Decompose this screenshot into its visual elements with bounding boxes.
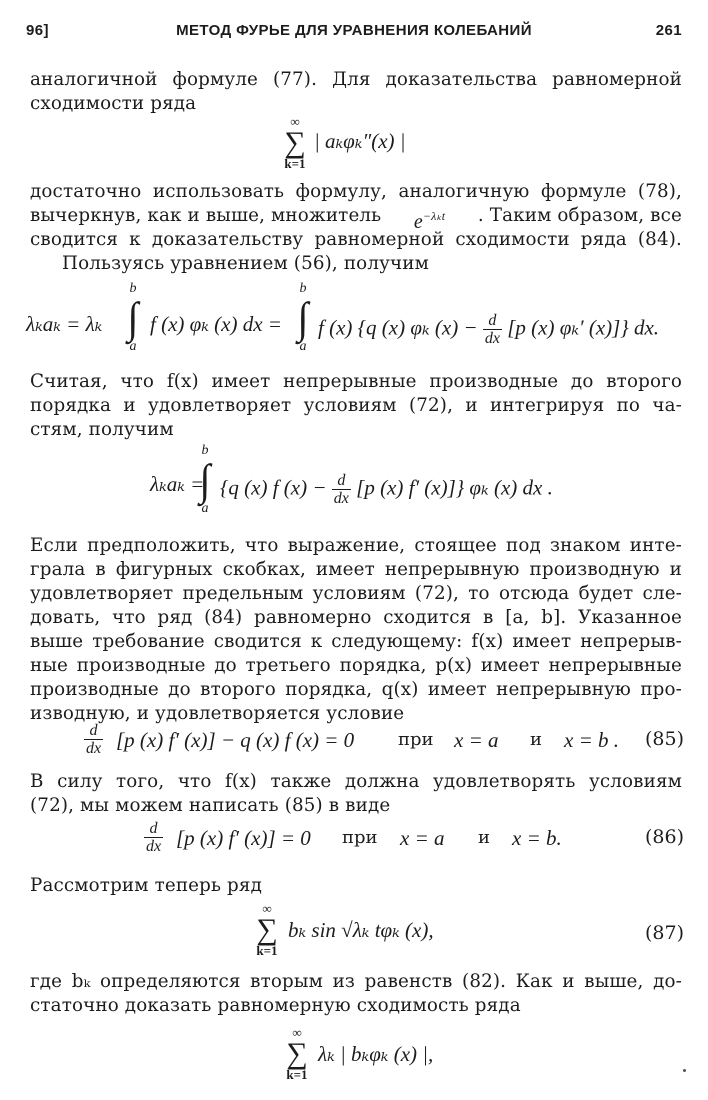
series-formula-1 [282, 115, 432, 171]
equation-number-85: (85) [644, 728, 684, 750]
text-line: Рассмотрим теперь ряд [30, 875, 262, 896]
section-number: 96] [26, 22, 49, 39]
text-line: достаточно использовать формулу, аналогичную формуле (78), [30, 181, 682, 202]
text-line: довать, что ряд (84) равномерно сходится в [a, b]. Указанное [30, 607, 682, 628]
text-line: ные производные до третьего порядка, p(x) имеет непрерывные [30, 655, 682, 676]
text-line: выше требование сводится к следующему: f(x) имеет непрерыв- [30, 631, 682, 652]
condition-a: x = a [454, 728, 499, 752]
print-speck [683, 1069, 686, 1072]
text-line: сводится к доказательству равномерной сходимости ряда (84). [30, 229, 682, 250]
derivative-fraction: $\frac{d}{dx}$ [484, 312, 500, 347]
integral-sign: b ∫ a [199, 443, 211, 516]
text-line: стям, получим [30, 419, 174, 440]
condition-a: x = a [400, 826, 445, 850]
text-fragment: вычеркнув, как и выше, множитель [30, 205, 382, 226]
text-line: статочно доказать равномерную сходимость ряда [30, 995, 521, 1016]
integral-formula-1 [26, 282, 686, 362]
derivative-fraction: $\frac{d}{dx}$ [86, 722, 102, 757]
series-term: bₖ sin √λₖ tφₖ (x), [288, 918, 434, 942]
sum-sign: ∞ ∑ k=1 [286, 1025, 308, 1082]
text-line: Пользуясь уравнением (56), получим [62, 253, 429, 274]
formula-integrand: {q (x) f (x) − $\frac{d}{dx}$ [p (x) f′ (x)]} φₖ (x) dx . [220, 472, 553, 507]
text-line: (72), мы можем написать (85) в виде [30, 795, 391, 816]
condition-b: x = b . [564, 728, 619, 752]
text-line: где bₖ определяются вторым из равенств (82). Как и выше, до- [30, 971, 682, 992]
equation-number-86: (86) [644, 826, 684, 848]
integral-sign: b ∫ a [127, 281, 139, 354]
word-i: и [478, 827, 490, 848]
series-term: | aₖφₖ″(x) | [314, 129, 406, 153]
text-line: изводную, и удовлетворяется условие [30, 703, 405, 724]
text-line: Если предположить, что выражение, стоящее под знаком инте- [30, 535, 682, 556]
text-line: порядка и удовлетворяет условиям (72), и интегрируя по ча- [30, 395, 682, 416]
word-pri: при [398, 729, 434, 750]
condition-b: x = b. [512, 826, 562, 850]
text-line: В силу того, что f(x) также должна удовлетворять условиям [30, 771, 682, 792]
equation-number-87: (87) [644, 922, 684, 944]
series-term: λₖ | bₖφₖ (x) |, [318, 1042, 434, 1066]
exponential-factor: $e^{-\lambda_kt}$ [413, 209, 446, 233]
sum-sign: ∞ ∑ k=1 [284, 114, 306, 171]
text-line: сходимости ряда [30, 93, 197, 114]
derivative-fraction: $\frac{d}{dx}$ [333, 472, 349, 507]
text-fragment: . Таким образом, все [477, 205, 682, 226]
text-line: аналогичной формуле (77). Для доказательства равномерной [30, 69, 682, 90]
page-number: 261 [655, 22, 682, 39]
series-formula-87 [254, 902, 514, 958]
text-line: производные до второго порядка, q(x) имеет непрерывную про- [30, 679, 682, 700]
series-formula-final [284, 1026, 474, 1082]
formula-lhs: λₖaₖ = λₖ [26, 312, 103, 336]
text-line: грала в фигурных скобках, имеет непрерывную производную и [30, 559, 682, 580]
boundary-condition-85 [84, 720, 619, 764]
formula-integrand: f (x) {q (x) φₖ (x) − $\frac{d}{dx}$ [p (x) φₖ′ (x)]} dx. [318, 312, 660, 347]
integral-sign: b ∫ a [297, 281, 309, 354]
formula-lhs: λₖaₖ = [150, 472, 205, 496]
text-line: Считая, что f(x) имеет непрерывные производные до второго [30, 371, 682, 392]
derivative-fraction: $\frac{d}{dx}$ [146, 820, 162, 855]
integral-formula-2 [150, 444, 610, 520]
sum-sign: ∞ ∑ k=1 [256, 901, 278, 958]
condition-expression: [p (x) f′ (x)] = 0 [176, 826, 311, 850]
formula-mid: f (x) φₖ (x) dx = [150, 312, 282, 336]
running-header [26, 22, 682, 46]
word-pri: при [342, 827, 378, 848]
condition-expression: [p (x) f′ (x)] − q (x) f (x) = 0 [116, 728, 355, 752]
running-title: МЕТОД ФУРЬЕ ДЛЯ УРАВНЕНИЯ КОЛЕБАНИЙ [176, 22, 532, 39]
word-i: и [530, 729, 542, 750]
boundary-condition-86 [144, 818, 584, 862]
text-line: удовлетворяет предельным условиям (72), то отсюда будет сле- [30, 583, 682, 604]
